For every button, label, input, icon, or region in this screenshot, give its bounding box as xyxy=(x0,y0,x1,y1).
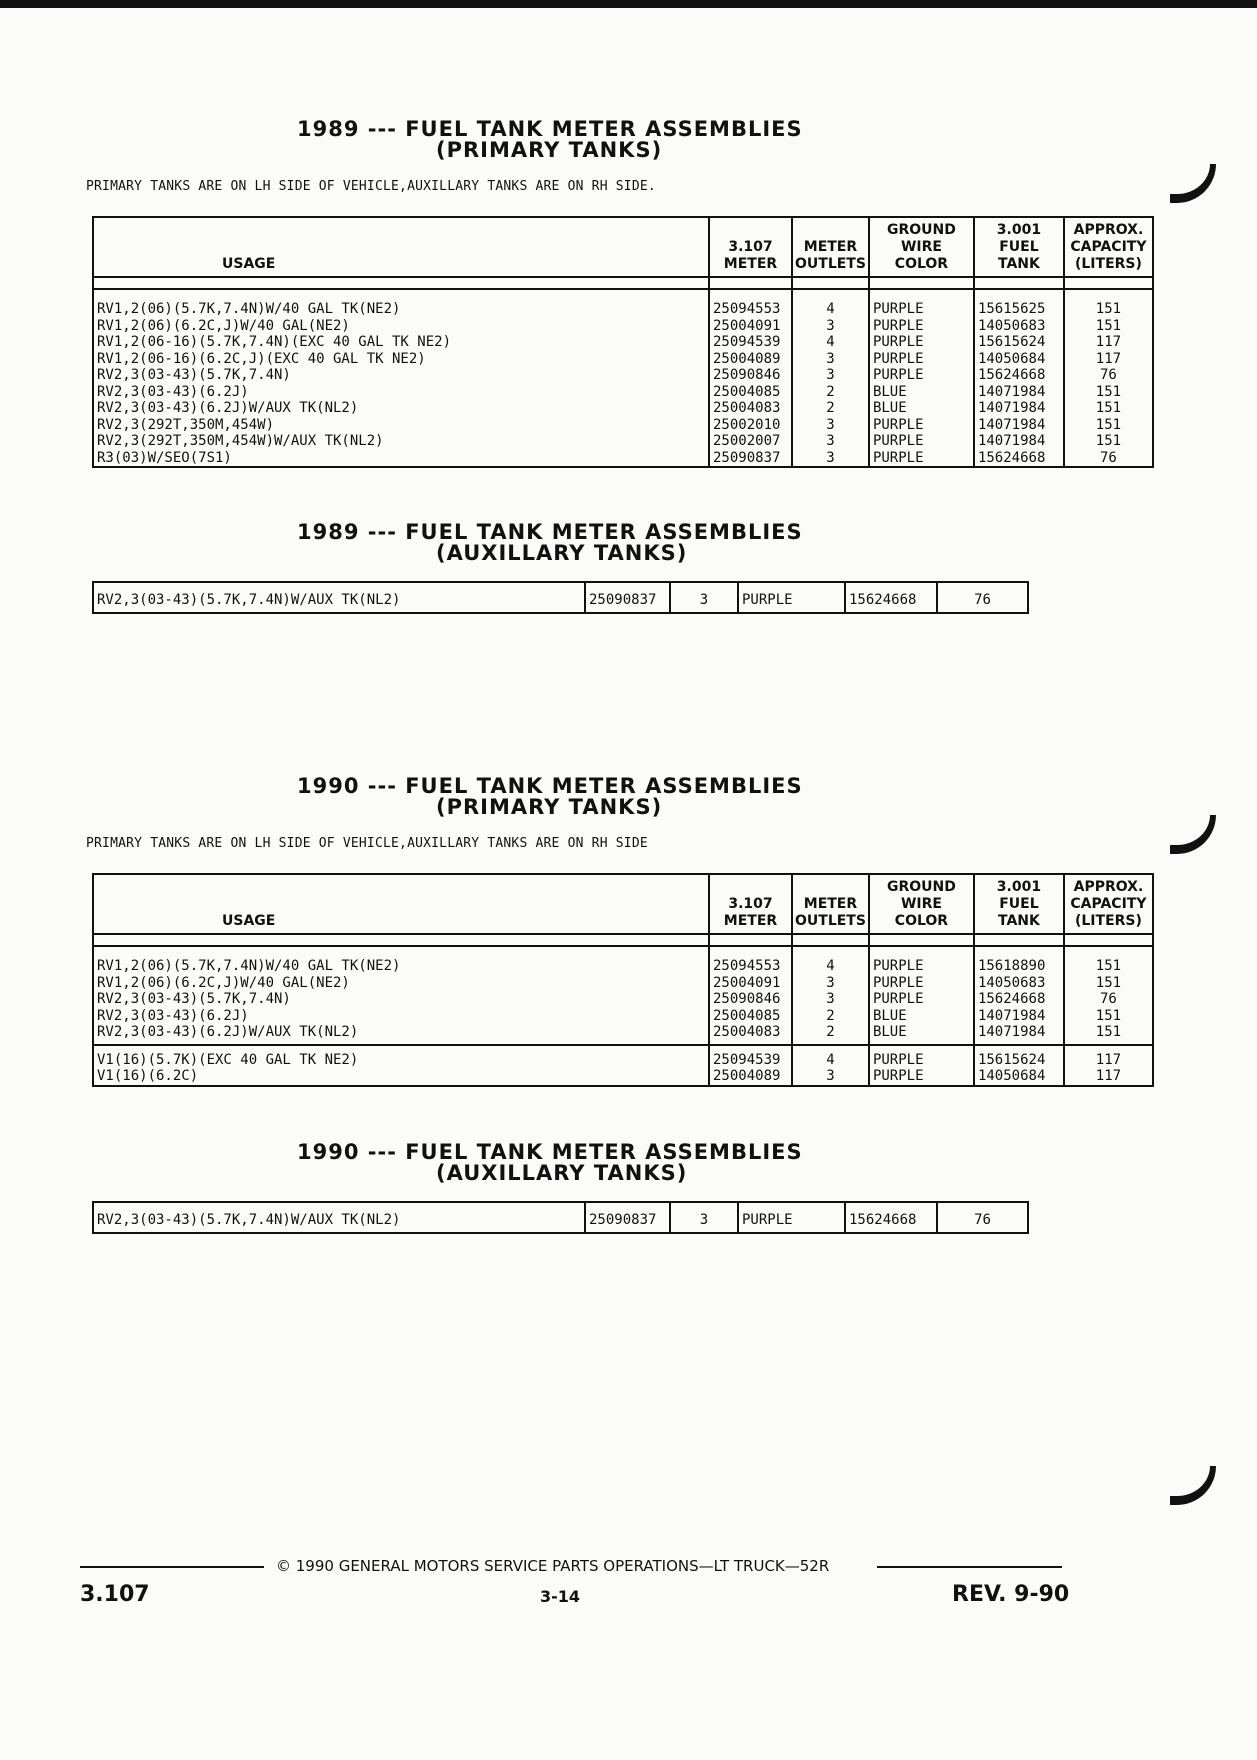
col-outlets: METER OUTLETS xyxy=(792,217,869,277)
table-row xyxy=(93,582,1028,613)
outlets-cell: 3 xyxy=(670,1202,738,1233)
col-wire-color: GROUND WIRE COLOR xyxy=(869,217,974,277)
table-header-row xyxy=(93,874,1153,934)
col-usage: USAGE xyxy=(93,217,709,277)
meter-cell: 25094553 25004091 25094539 25004089 25090846 25004085 25004083 25002010 25002007 25090837 xyxy=(709,289,792,467)
capacity-cell: 76 xyxy=(937,582,1028,613)
title-line-1: 1989 --- FUEL TANK METER ASSEMBLIES xyxy=(297,117,803,141)
binder-hole-mark xyxy=(1170,1466,1216,1505)
page-number: 3-14 xyxy=(540,1587,581,1606)
meter-cell: 25090837 xyxy=(585,1202,670,1233)
title-line-2: (AUXILLARY TANKS) xyxy=(436,541,688,565)
spacer-row xyxy=(93,934,1153,946)
title-line-2: (PRIMARY TANKS) xyxy=(436,138,663,162)
tank-cell: 15615625 14050683 15615624 14050684 15624668 14071984 14071984 14071984 14071984 15624668 xyxy=(974,289,1064,467)
tank-cell: 15624668 xyxy=(845,582,937,613)
usage-cell: V1(16)(5.7K)(EXC 40 GAL TK NE2) V1(16)(6.2C) xyxy=(93,1045,709,1086)
footer-rule-left xyxy=(80,1566,264,1568)
outlets-cell: 4 3 xyxy=(792,1045,869,1086)
spacer-row xyxy=(93,277,1153,289)
table-header-row xyxy=(93,217,1153,277)
tank-cell: 15624668 xyxy=(845,1202,937,1233)
col-wire-color: GROUND WIRE COLOR xyxy=(869,874,974,934)
title-line-2: (AUXILLARY TANKS) xyxy=(436,1161,688,1185)
col-capacity: APPROX. CAPACITY (LITERS) xyxy=(1064,217,1153,277)
title-line-1: 1990 --- FUEL TANK METER ASSEMBLIES xyxy=(297,774,803,798)
usage-cell: RV2,3(03-43)(5.7K,7.4N)W/AUX TK(NL2) xyxy=(93,1202,585,1233)
tank-cell: 15615624 14050684 xyxy=(974,1045,1064,1086)
col-fuel-tank: 3.001 FUEL TANK xyxy=(974,217,1064,277)
outlets-cell: 4 3 3 2 2 xyxy=(792,946,869,1045)
usage-cell: RV1,2(06)(5.7K,7.4N)W/40 GAL TK(NE2) RV1,2(06)(6.2C,J)W/40 GAL(NE2) RV2,3(03-43)(5.7K,7.4N) RV2,3(03-43)(6.2J) RV2,3(03-43)(6.2J)W/AUX TK(NL2) xyxy=(93,946,709,1045)
title-line-2: (PRIMARY TANKS) xyxy=(436,795,663,819)
table-1990-primary xyxy=(92,873,1154,1087)
color-cell: PURPLE PURPLE PURPLE BLUE BLUE xyxy=(869,946,974,1045)
col-meter: 3.107 METER xyxy=(709,217,792,277)
capacity-cell: 117 117 xyxy=(1064,1045,1153,1086)
footer-copyright: © 1990 GENERAL MOTORS SERVICE PARTS OPERATIONS—LT TRUCK—52R xyxy=(276,1557,830,1575)
tank-cell: 15618890 14050683 15624668 14071984 14071984 xyxy=(974,946,1064,1045)
col-usage: USAGE xyxy=(93,874,709,934)
capacity-cell: 151 151 76 151 151 xyxy=(1064,946,1153,1045)
revision-label: REV. 9-90 xyxy=(952,1582,1070,1607)
section-number: 3.107 xyxy=(80,1582,150,1607)
table-row xyxy=(93,289,1153,467)
color-cell: PURPLE xyxy=(738,582,845,613)
title-line-1: 1989 --- FUEL TANK METER ASSEMBLIES xyxy=(297,520,803,544)
outlets-cell: 4 3 4 3 3 2 2 3 3 3 xyxy=(792,289,869,467)
color-cell: PURPLE xyxy=(738,1202,845,1233)
col-capacity: APPROX. CAPACITY (LITERS) xyxy=(1064,874,1153,934)
usage-cell: RV2,3(03-43)(5.7K,7.4N)W/AUX TK(NL2) xyxy=(93,582,585,613)
capacity-cell: 151 151 117 117 76 151 151 151 151 76 xyxy=(1064,289,1153,467)
table-row-group-1 xyxy=(93,946,1153,1045)
note-1989: PRIMARY TANKS ARE ON LH SIDE OF VEHICLE,AUXILLARY TANKS ARE ON RH SIDE. xyxy=(86,179,656,194)
footer-rule-right xyxy=(877,1566,1062,1568)
table-1990-aux xyxy=(92,1201,1029,1234)
title-line-1: 1990 --- FUEL TANK METER ASSEMBLIES xyxy=(297,1140,803,1164)
table-row xyxy=(93,1202,1028,1233)
binder-hole-mark xyxy=(1170,164,1216,203)
table-1989-primary xyxy=(92,216,1154,468)
meter-cell: 25094539 25004089 xyxy=(709,1045,792,1086)
meter-cell: 25090837 xyxy=(585,582,670,613)
top-rule xyxy=(0,0,1257,8)
capacity-cell: 76 xyxy=(937,1202,1028,1233)
col-fuel-tank: 3.001 FUEL TANK xyxy=(974,874,1064,934)
outlets-cell: 3 xyxy=(670,582,738,613)
color-cell: PURPLE PURPLE PURPLE PURPLE PURPLE BLUE BLUE PURPLE PURPLE PURPLE xyxy=(869,289,974,467)
binder-hole-mark xyxy=(1170,815,1216,854)
col-meter: 3.107 METER xyxy=(709,874,792,934)
note-1990: PRIMARY TANKS ARE ON LH SIDE OF VEHICLE,AUXILLARY TANKS ARE ON RH SIDE xyxy=(86,836,648,851)
table-1989-aux xyxy=(92,581,1029,614)
table-row-group-2 xyxy=(93,1045,1153,1086)
meter-cell: 25094553 25004091 25090846 25004085 25004083 xyxy=(709,946,792,1045)
color-cell: PURPLE PURPLE xyxy=(869,1045,974,1086)
col-outlets: METER OUTLETS xyxy=(792,874,869,934)
usage-cell: RV1,2(06)(5.7K,7.4N)W/40 GAL TK(NE2) RV1,2(06)(6.2C,J)W/40 GAL(NE2) RV1,2(06-16)(5.7K,7.4N)(EXC 40 GAL TK NE2) RV1,2(06-16)(6.2C,J)(EXC 40 GAL TK NE2) RV2,3(03-43)(5.7K,7.4N) RV2,3(03-43)(6.2J) RV2,3(03-43)(6.2J)W/AUX TK(NL2) RV2,3(292T,350M,454W) RV2,3(292T,350M,454W)W/AUX TK(NL2) R3(03)W/SEO(7S1) xyxy=(93,289,709,467)
